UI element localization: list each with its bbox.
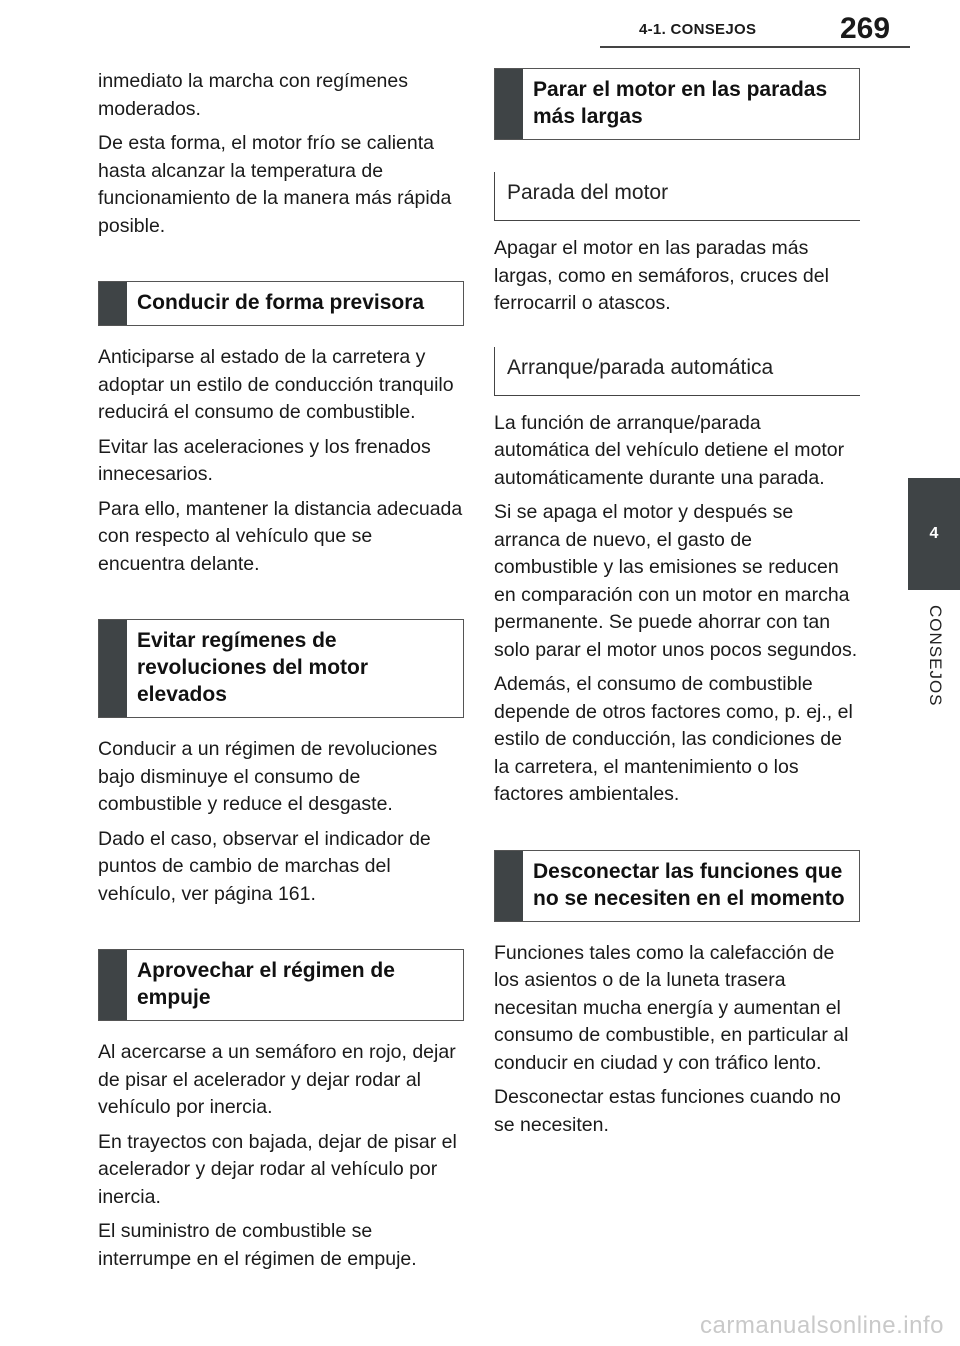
heading-bar xyxy=(99,620,127,717)
paragraph: Funciones tales como la calefacción de los asientos o de la luneta trasera necesitan mucha energía y aumentan el consumo de combustible, en particular al conducir en ciudad y con tráfico lento. xyxy=(494,941,849,1074)
paragraph: En trayectos con bajada, dejar de pisar el acelerador y dejar rodar al vehículo por inercia. xyxy=(98,1130,457,1208)
page-header xyxy=(0,0,960,56)
heading-bar xyxy=(99,950,127,1020)
paragraph: Desconectar estas funciones cuando no se necesiten. xyxy=(494,1086,841,1136)
chapter-tab[interactable]: 4 xyxy=(908,478,960,590)
paragraph: Conducir a un régimen de revoluciones bajo disminuye el consumo de combustible y reduce el desgaste. xyxy=(98,738,438,815)
heading-bar xyxy=(495,69,523,139)
page-number: 269 xyxy=(840,12,891,45)
paragraph: Anticiparse al estado de la carretera y adoptar un estilo de conducción tranquilo reducirá el consumo de combustible. xyxy=(98,346,454,423)
left-column xyxy=(98,68,464,1280)
paragraph: Evitar las aceleraciones y los frenados innecesarios. xyxy=(98,435,431,485)
section-title: 4-1. CONSEJOS xyxy=(639,21,757,38)
section-heading xyxy=(98,281,464,326)
section-heading xyxy=(98,949,464,1021)
paragraph: Para ello, mantener la distancia adecuada con respecto al vehículo que se encuentra delante. xyxy=(98,497,463,575)
right-column xyxy=(494,68,860,1146)
chapter-label: CONSEJOS xyxy=(926,605,945,707)
paragraph: inmediato la marcha con regímenes moderados. xyxy=(98,70,408,120)
paragraph: La función de arranque/parada automática del vehículo detiene el motor automáticamente durante una parada. xyxy=(494,411,845,489)
paragraph: De esta forma, el motor frío se calienta hasta alcanzar la temperatura de funcionamiento de la manera más rápida posible. xyxy=(98,132,452,237)
paragraph: Además, el consumo de combustible depende de otros factores como, p. ej., el estilo de conducción, las condiciones de la carretera, el mantenimiento o los factores ambientales. xyxy=(494,673,853,805)
section-heading-text: Desconectar las funciones que no se necesiten en el momento xyxy=(533,859,845,910)
paragraph: Si se apaga el motor y después se arranca de nuevo, el gasto de combustible y las emisiones se reducen en comparación con un motor en marcha permanente. Se puede ahorrar con tan solo parar el motor unos pocos segundos. xyxy=(494,501,858,661)
paragraph: Dado el caso, observar el indicador de puntos de cambio de marchas del vehículo, ver página 161. xyxy=(98,827,431,905)
heading-bar xyxy=(495,851,523,921)
section-heading-text: Parar el motor en las paradas más largas xyxy=(533,78,828,128)
watermark: carmanualsonline.info xyxy=(700,1312,944,1339)
header-divider xyxy=(600,46,910,48)
subsection-heading: Arranque/parada automática xyxy=(494,347,860,396)
section-heading xyxy=(494,68,860,140)
paragraph: El suministro de combustible se interrumpe en el régimen de empuje. xyxy=(98,1220,417,1270)
section-heading-text: Aprovechar el régimen de empuje xyxy=(137,959,395,1009)
section-heading xyxy=(494,850,860,922)
heading-bar xyxy=(99,282,127,325)
paragraph: Al acercarse a un semáforo en rojo, dejar de pisar el acelerador y dejar rodar al vehículo por inercia. xyxy=(98,1041,456,1118)
subsection-heading: Parada del motor xyxy=(494,172,860,221)
section-heading xyxy=(98,619,464,718)
section-heading-text: Evitar regímenes de revoluciones del motor elevados xyxy=(137,629,369,706)
section-heading-text: Conducir de forma previsora xyxy=(137,291,425,314)
paragraph: Apagar el motor en las paradas más largas, como en semáforos, cruces del ferrocarril o atascos. xyxy=(494,237,829,314)
